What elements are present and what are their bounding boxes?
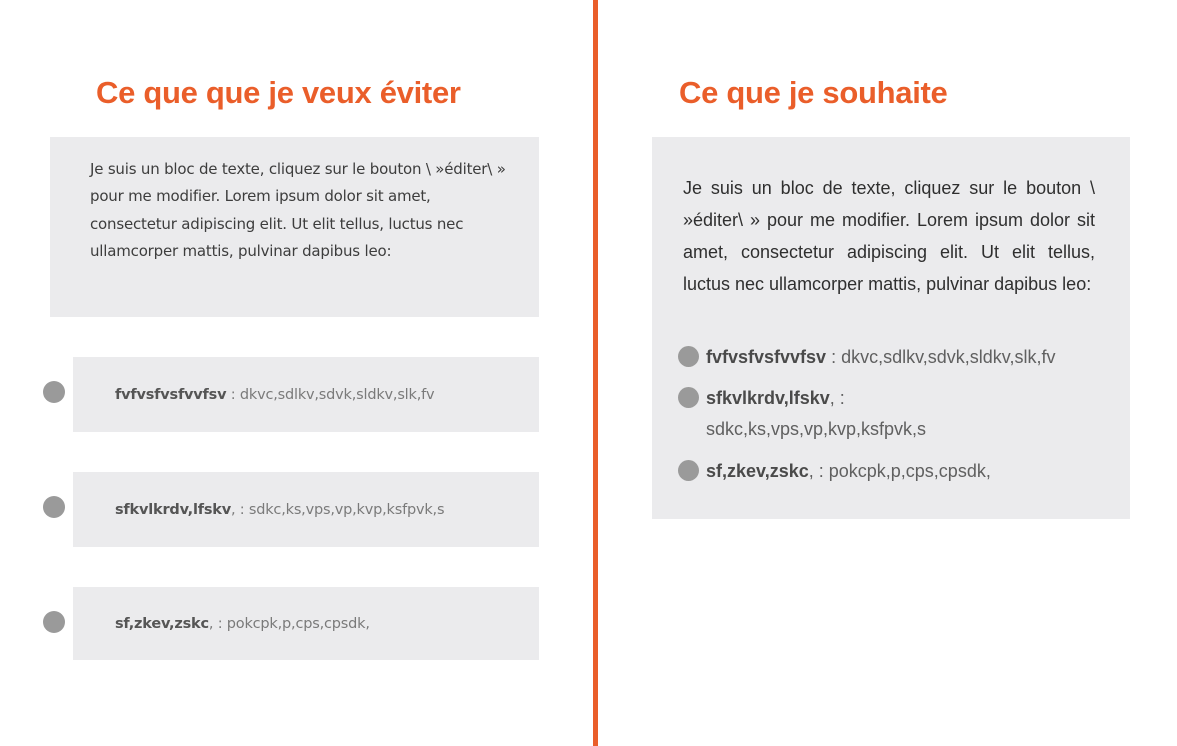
bullet-icon: [678, 460, 699, 481]
item-description: , : sdkc,ks,vps,vp,kvp,ksfpvk,s: [230, 501, 445, 518]
item-description: , : pokcpk,p,cps,cpsdk,: [208, 615, 370, 632]
right-list-item: [678, 383, 926, 445]
item-description-continued: sdkc,ks,vps,vp,kvp,ksfpvk,s: [706, 419, 927, 439]
bullet-icon: [43, 496, 65, 518]
item-term: sf,zkev,zskc: [706, 461, 809, 481]
left-text-block: Je suis un bloc de texte, cliquez sur le bouton \ »éditer\ » pour me modifier. Lorem ipsum dolor sit amet, consectetur adipiscing elit. Ut elit tellus, luctus nec ullamcorper mattis, pulvinar dapibus leo:: [50, 137, 539, 317]
right-list-item: [678, 456, 991, 487]
right-list-item: [678, 342, 1055, 373]
item-term: fvfvsfvsfvvfsv: [706, 347, 827, 367]
left-list-item: [73, 357, 539, 432]
right-text-block: [652, 137, 1130, 519]
bullet-icon: [678, 387, 699, 408]
bullet-icon: [678, 346, 699, 367]
right-heading: Ce que je souhaite: [679, 75, 948, 110]
right-paragraph: Je suis un bloc de texte, cliquez sur le bouton \ »éditer\ » pour me modifier. Lorem ipsum dolor sit amet, consectetur adipiscing elit. Ut elit tellus, luctus nec ullamcorper mattis, pulvinar dapibus leo:: [683, 178, 1095, 294]
item-term: sf,zkev,zskc: [115, 615, 209, 632]
vertical-divider: [593, 0, 598, 746]
item-description: , : pokcpk,p,cps,cpsdk,: [808, 461, 991, 481]
left-list-item: [73, 587, 539, 660]
bullet-icon: [43, 611, 65, 633]
item-term: sfkvlkrdv,lfskv: [115, 501, 231, 518]
left-heading: Ce que que je veux éviter: [96, 75, 461, 110]
item-description: , :: [829, 388, 845, 408]
bullet-icon: [43, 381, 65, 403]
left-list-item: [73, 472, 539, 547]
item-description: : dkvc,sdlkv,sdvk,sldkv,slk,fv: [826, 347, 1056, 367]
item-description: : dkvc,sdlkv,sdvk,sldkv,slk,fv: [226, 386, 435, 403]
item-term: sfkvlkrdv,lfskv: [706, 388, 830, 408]
item-term: fvfvsfvsfvvfsv: [115, 386, 227, 403]
